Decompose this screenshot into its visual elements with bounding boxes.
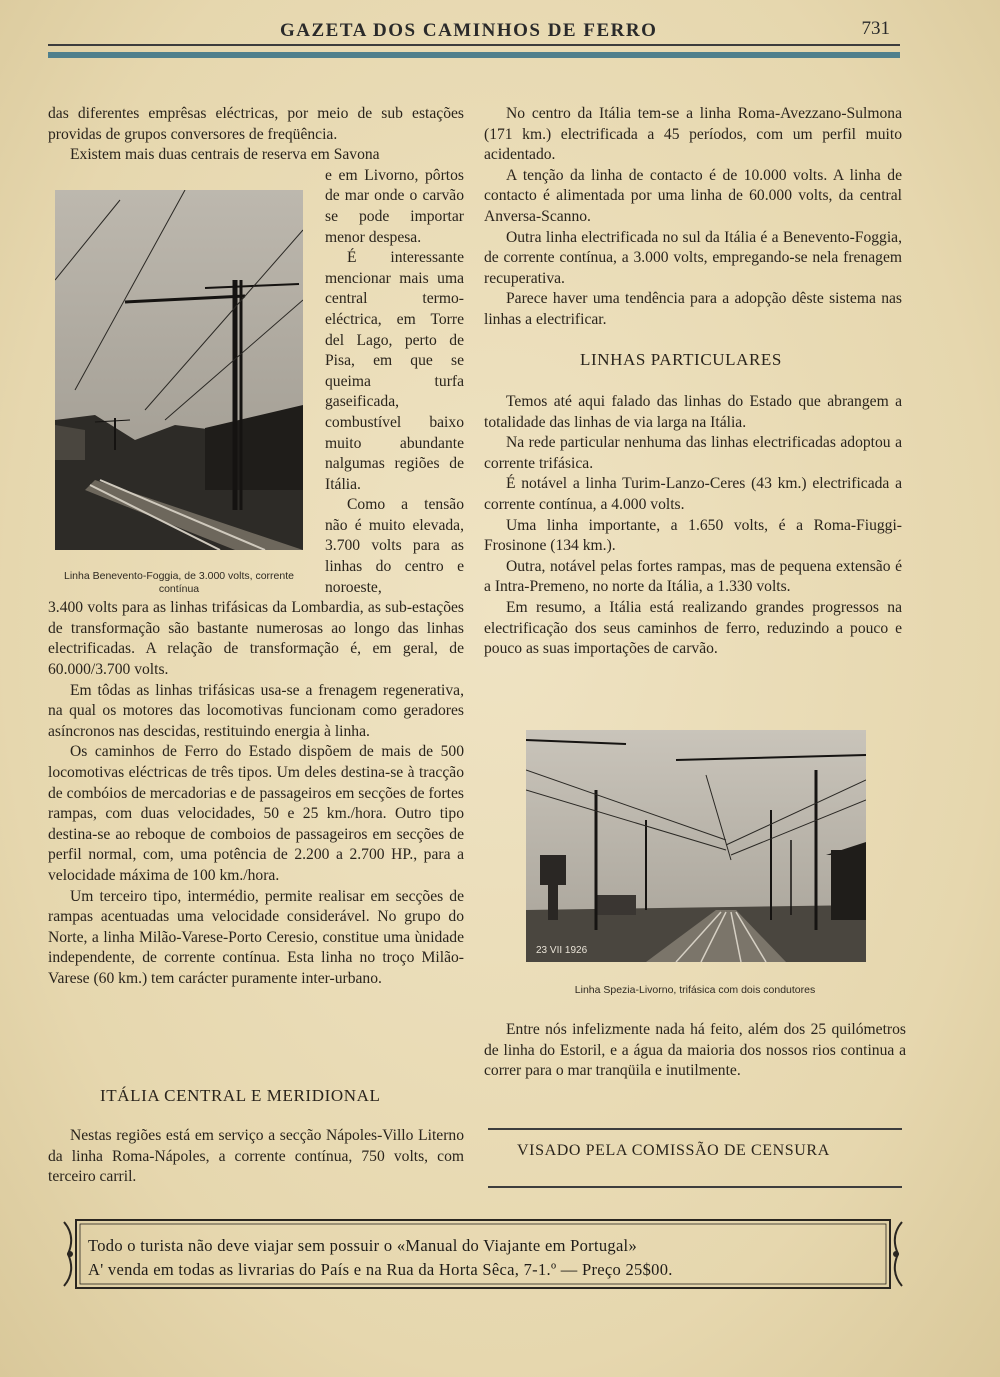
page-header (48, 14, 900, 58)
paragraph: Como a tensão não é muito elevada, 3.700 volts para as linhas do centro e noroeste, (325, 496, 464, 596)
paragraph: Em resumo, a Itália está realizando grandes progressos na electrificação dos seus caminhos de ferro, reduzindo a pouco e pouco as suas importações de carvão. (484, 598, 902, 658)
censorship-notice: VISADO PELA COMISSÃO DE CENSURA (517, 1142, 830, 1159)
paragraph: A tenção da linha de contacto é de 10.000 volts. A linha de contacto é alimentada por uma linha de 60.000 volts, da central Anversa-Scanno. (484, 166, 902, 225)
photo-spezia-livorno (526, 730, 866, 962)
paragraph: e em Livorno, pôrtos de mar onde o carvão se pode importar menor despesa. (325, 166, 464, 246)
paragraph: 3.400 volts para as linhas trifásicas da Lombardia, as sub-estações de transformação são bastante numerosas ao longo das linhas electrificadas. A relação de transformação é, em geral, de 60.000/3.700 volts. (48, 599, 464, 679)
paragraph: Parece haver uma tendência para a adopção dêste sistema nas linhas a electrificar. (484, 290, 902, 328)
section-title-italia-central: ITÁLIA CENTRAL E MERIDIONAL (100, 1086, 381, 1105)
paragraph: das diferentes emprêsas eléctricas, por meio de sub estações providas de grupos conversores de freqüência. (48, 105, 464, 143)
paragraph: Temos até aqui falado das linhas do Estado que abrangem a totalidade das linhas de via larga na Itália. (484, 393, 902, 431)
paragraph: Entre nós infelizmente nada há feito, além dos 25 quilómetros de linha do Estoril, e a água da maioria dos nossos rios continua a correr para o mar tranqüila e inutilmente. (484, 1021, 906, 1080)
paragraph: Existem mais duas centrais de reserva em Savona (70, 146, 380, 164)
paragraph: É interessante mencionar mais uma central termo-eléctrica, em Torre del Lago, perto de Pisa, em que se queima turfa gaseificada, combustível baixo muito abundante nalgumas regiões de Itália. (325, 249, 464, 493)
wrapped-text-block (325, 166, 464, 598)
photo-caption-benevento-foggia: Linha Benevento-Foggia, de 3.000 volts, corrente contínua (64, 570, 294, 595)
page-number: 731 (861, 18, 890, 39)
ad-line-2: A' venda em todas as livrarias do País e na Rua da Horta Sêca, 7-1.º — Preço 25$00. (88, 1260, 673, 1279)
journal-title: GAZETA DOS CAMINHOS DE FERRO (280, 20, 658, 41)
paragraph: Na rede particular nenhuma das linhas electrificadas adoptou a corrente trifásica. (484, 434, 902, 472)
photo-date-stamp: 23 VII 1926 (536, 945, 588, 956)
photo-benevento-foggia (55, 190, 303, 550)
photo-caption-spezia-livorno: Linha Spezia-Livorno, trifásica com dois condutores (574, 984, 816, 996)
closing-paragraph (484, 1020, 906, 1082)
paragraph: Nestas regiões está em serviço a secção Nápoles-Villo Literno da linha Roma-Nápoles, a corrente contínua, 750 volts, com terceiro carril. (48, 1127, 464, 1186)
paragraph: Em tôdas as linhas trifásicas usa-se a frenagem regenerativa, na qual os motores das locomotivas funcionam como geradores asíncronos nas descidas, restituindo energia à linha. (48, 681, 464, 740)
censorship-rule-bottom (488, 1186, 902, 1188)
right-column (484, 104, 902, 331)
paragraph: No centro da Itália tem-se a linha Roma-Avezzano-Sulmona (171 km.) electrificada a 45 períodos, com um perfil muito acidentado. (484, 105, 902, 164)
paragraph: Uma linha importante, a 1.650 volts, é a Roma-Fiuggi-Frosinone (134 km.). (484, 516, 902, 555)
section-title-linhas-particulares: LINHAS PARTICULARES (580, 350, 782, 369)
section-paragraph (48, 1126, 464, 1188)
paragraph: Os caminhos de Ferro do Estado dispõem de mais de 500 locomotivas eléctricas de três tipos. Um deles destina-se à tracção de combóios de mercadorias e de passageiros em secções de fortes rampas, com duas velocidades, 50 e 25 km./hora. Outro tipo destina-se ao reboque de comboios de passageiros em secções de perfil normal, com, uma potência de 2.200 a 2.700 HP., para a velocidade máxima de 100 km./hora. (48, 743, 464, 884)
ad-line-1: Todo o turista não deve viajar sem possuir o «Manual do Viajante em Portugal» (88, 1236, 637, 1255)
censorship-rule-top (488, 1128, 902, 1130)
paragraph: Outra linha electrificada no sul da Itália é a Benevento-Foggia, de corrente contínua, a 3.000 volts, empregando-se nela frenagem recuperativa. (484, 228, 902, 287)
paragraph: Outra, notável pelas fortes rampas, mas de pequena extensão é a Intra-Premeno, no norte da Itália, a 1.330 volts. (484, 557, 902, 596)
footer-advertisement (60, 1216, 906, 1292)
header-rule (48, 44, 900, 46)
right-section-text (484, 392, 902, 660)
paragraph: Um terceiro tipo, intermédio, permite realisar em secções de rampas acentuadas uma velocidade considerável. No grupo do Norte, a linha Milão-Varese-Porto Ceresio, constitue uma ùnidade independente, de corrente contínua. Esta linha no troço Milão-Varese (60 km.) tem carácter puramente inter-urbano. (48, 887, 464, 987)
header-blue-band (48, 52, 900, 58)
paragraph: É notável a linha Turim-Lanzo-Ceres (43 km.) electrificada a corrente contínua, a 4.000 volts. (484, 475, 902, 513)
